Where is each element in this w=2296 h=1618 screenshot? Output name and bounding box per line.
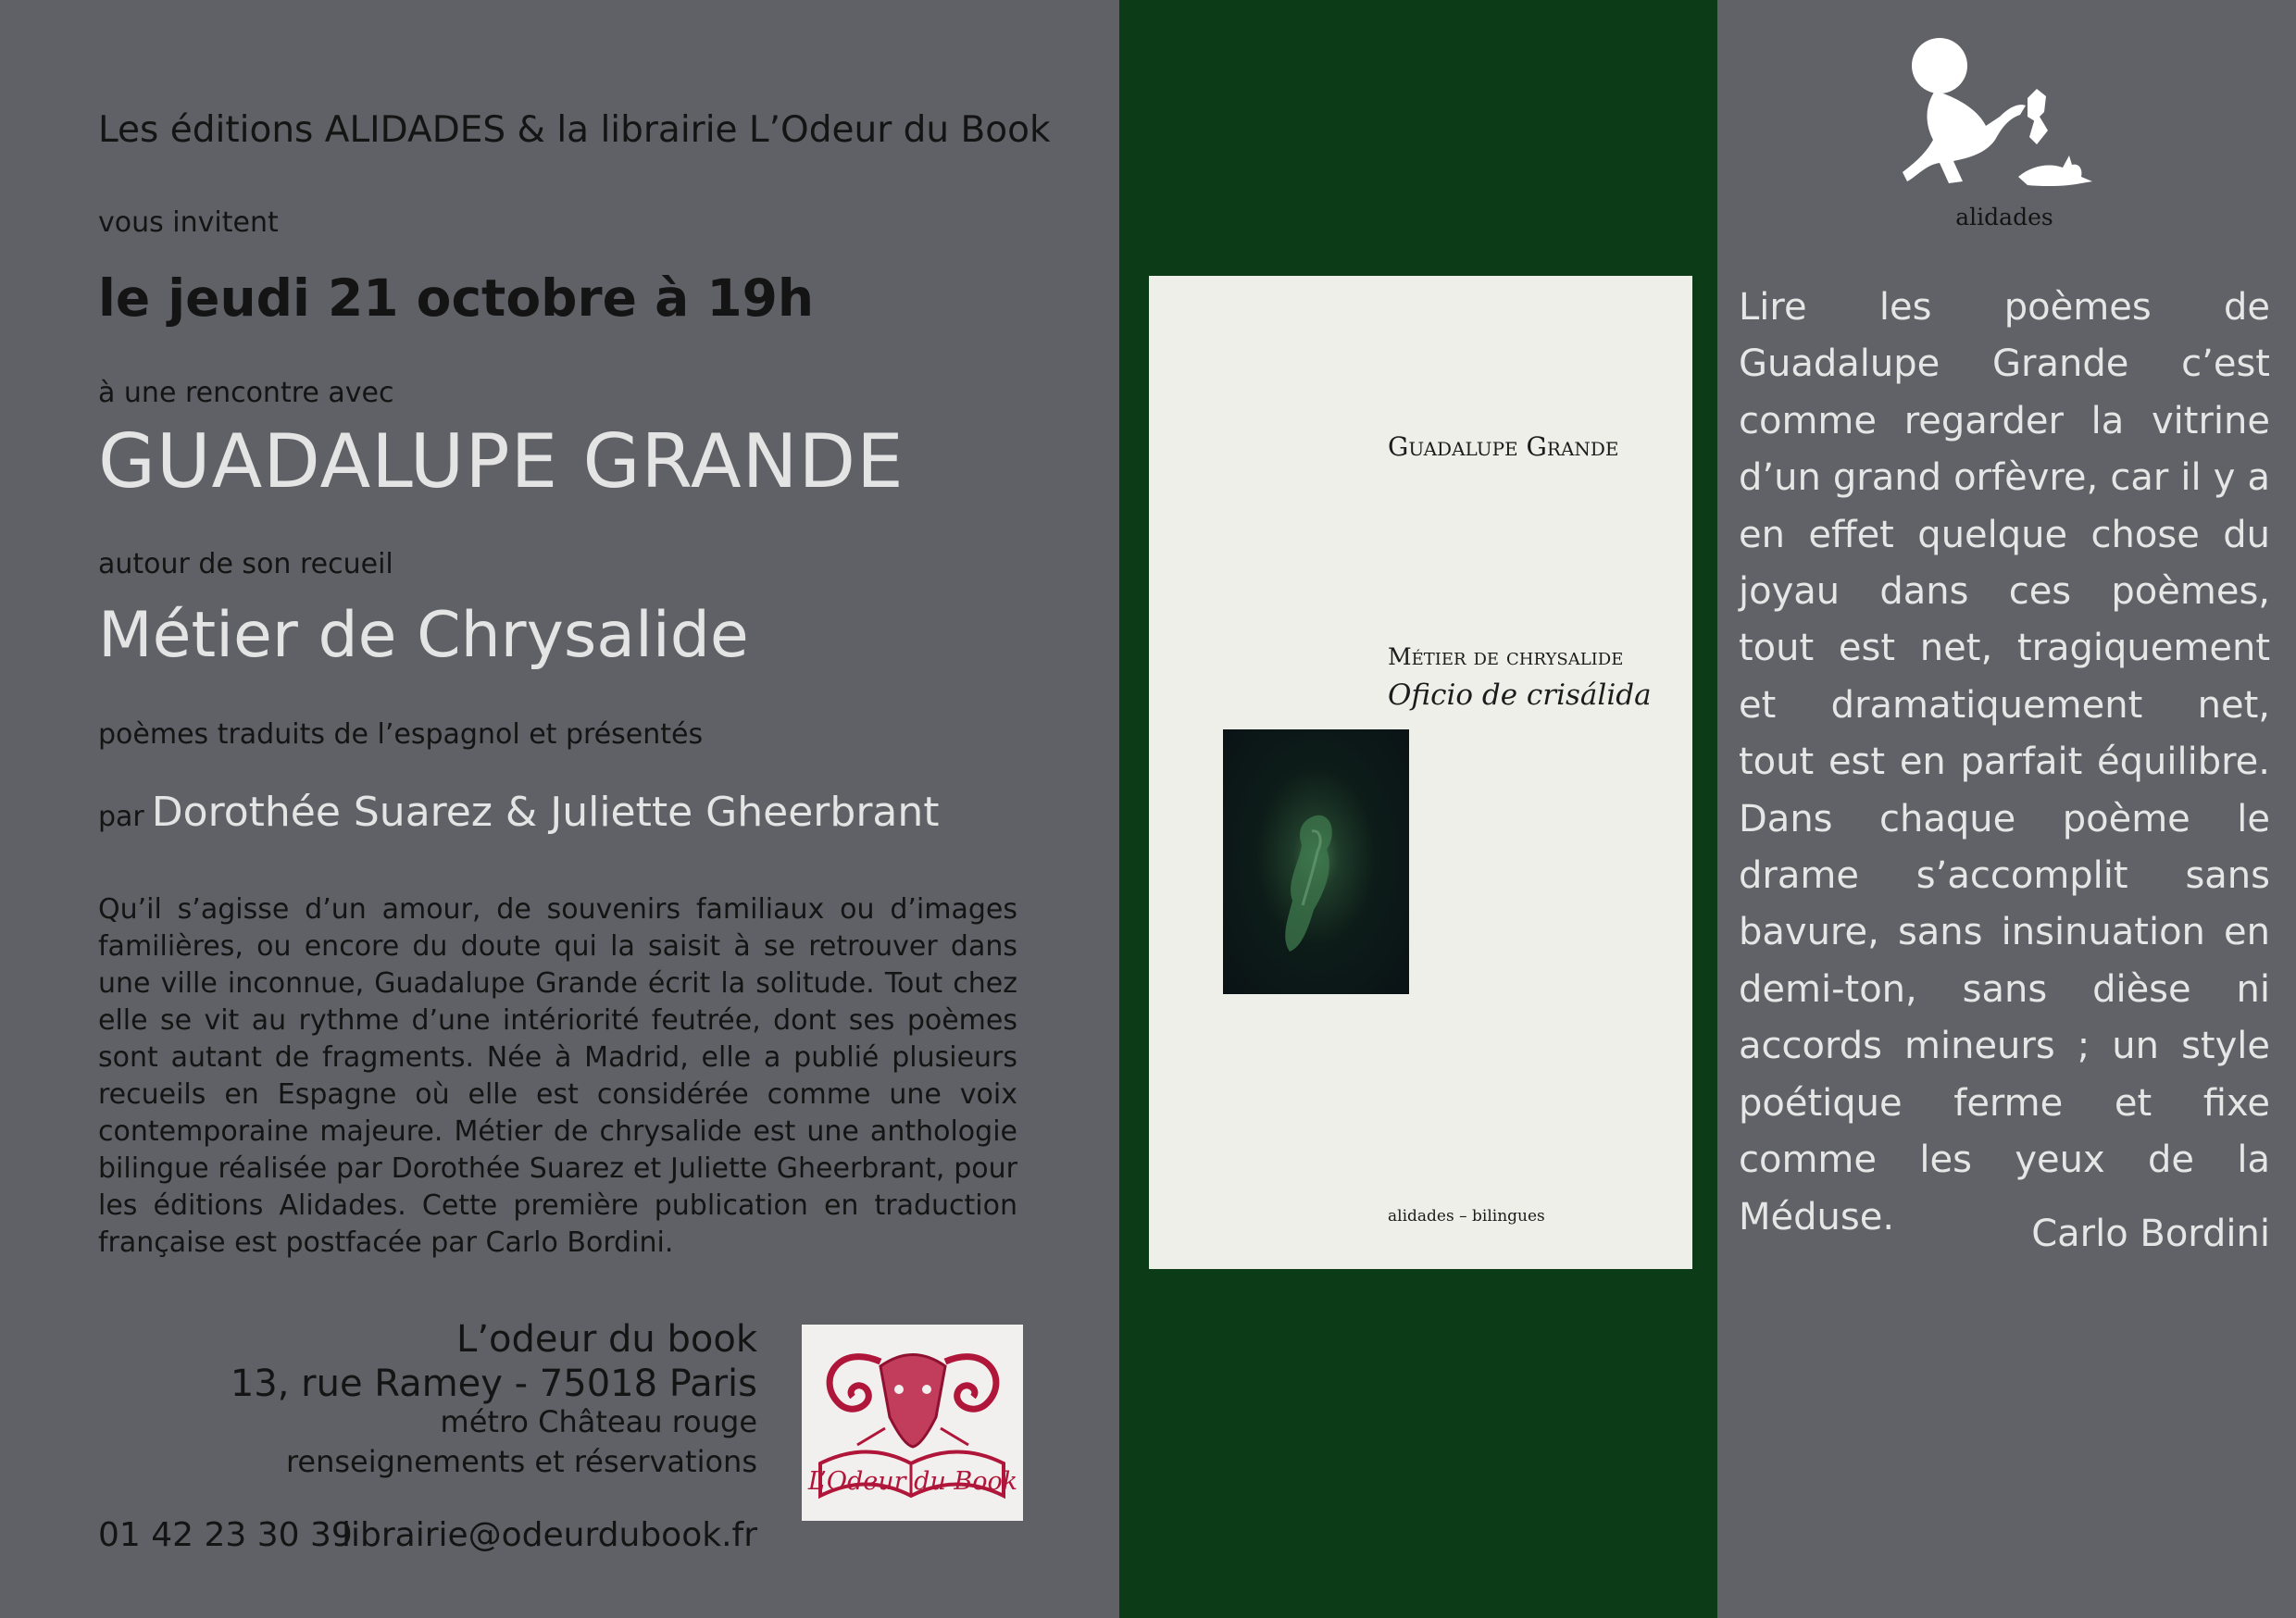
translators-line	[98, 789, 940, 836]
by-label: par	[98, 801, 144, 833]
quote-text: Lire les poèmes de Guadalupe Grande c’est comme regarder la vitrine d’un grand orfèvre, car il y a en effet quelque chose du joyau dans ces poèmes, tout est net, tragiquement et dramatiquement net, tout est en parfait équilibre. Dans chaque poème le drame s’accomplit sans bavure, sans insinuation en demi-ton, sans dièse ni accords mineurs ; un style poétique ferme et fixe comme les yeux de la Méduse.	[1739, 286, 2270, 1238]
publisher-name: alidades	[1955, 204, 2053, 230]
author-name: GUADALUPE GRANDE	[98, 418, 905, 504]
meeting-text: à une rencontre avec	[98, 377, 394, 409]
around-collection-text: autour de son recueil	[98, 548, 393, 580]
quote-author: Carlo Bordini	[2031, 1213, 2270, 1255]
translators-names: Dorothée Suarez & Juliette Gheerbrant	[151, 789, 940, 836]
venue-info: renseignements et réservations	[285, 1444, 757, 1479]
invite-text: vous invitent	[98, 206, 279, 239]
cover-subtitle: Oficio de crisálida	[1388, 678, 1652, 712]
book-title: Métier de Chrysalide	[98, 599, 749, 672]
cover-title: Métier de chrysalide	[1388, 643, 1624, 670]
venue-email: librairie@odeurdubook.fr	[341, 1516, 757, 1554]
venue-phone: 01 42 23 30 39	[98, 1516, 353, 1554]
translated-text: poèmes traduits de l’espagnol et présentés	[98, 718, 704, 751]
publisher-logo	[1898, 24, 2111, 196]
venue-address: 13, rue Ramey - 75018 Paris	[230, 1363, 757, 1405]
bookstore-logo-text: L’Odeur du Book	[807, 1467, 1018, 1496]
cover-illustration	[1223, 729, 1409, 994]
event-date: le jeudi 21 octobre à 19h	[98, 268, 815, 328]
cover-author: Guadalupe Grande	[1388, 431, 1619, 462]
venue-name: L’odeur du book	[456, 1318, 757, 1361]
bookstore-logo	[802, 1325, 1023, 1521]
description-paragraph: Qu’il s’agisse d’un amour, de souvenirs familiaux ou d’images familières, ou encore du doute qui la saisit à se retrouver dans une ville inconnue, Guadalupe Grande écrit la solitude. Tout chez elle se vit au rythme d’une intériorité feutrée, dont ses poèmes sont autant de fragments. Née à Madrid, elle a publié plusieurs recueils en Espagne où elle est considérée comme une voix contemporaine majeure. Métier de chrysalide est une anthologie bilingue réalisée par Dorothée Suarez et Juliette Gheerbrant, pour les éditions Alidades. Cette première publication en traduction française est postfacée par Carlo Bordini.	[98, 893, 1017, 1259]
publisher-bookstore-intro: Les éditions ALIDADES & la librairie L’Odeur du Book	[98, 109, 1051, 151]
cover-collection: alidades – bilingues	[1388, 1207, 1545, 1226]
venue-metro: métro Château rouge	[440, 1404, 757, 1439]
book-cover	[1149, 276, 1692, 1269]
